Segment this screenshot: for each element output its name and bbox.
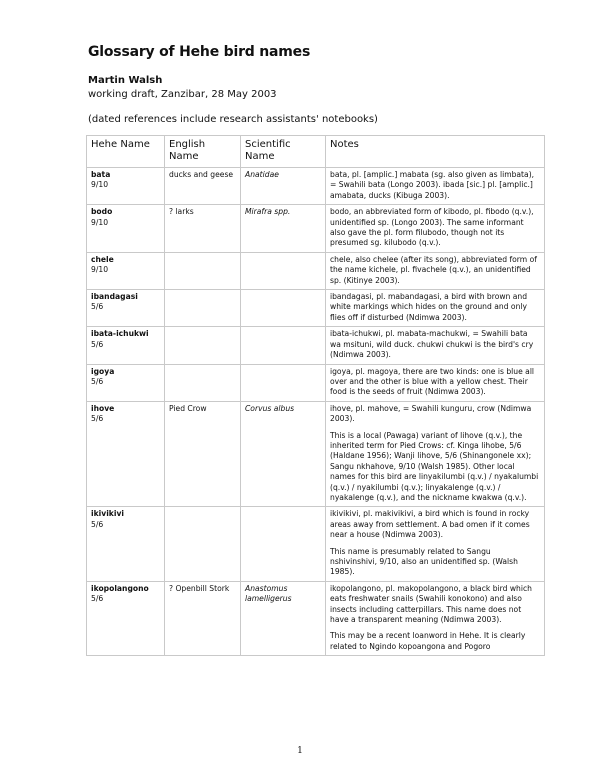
note-paragraph: This name is presumably related to Sangu nshivinshivi, 9/10, also an unidentified sp. (Walsh 1985). — [330, 546, 518, 577]
hehe-name-cell — [87, 507, 165, 581]
glossary-table — [86, 135, 545, 656]
header-notes: Notes — [326, 136, 545, 168]
note-paragraph: bata, pl. [amplic.] mabata (sg. also given as limbata), = Swahili bata (Longo 2003). ibada [sic.] pl. [amplic.] amabata, ducks (Kibuga 2003). — [330, 170, 535, 200]
scientific-name-cell — [241, 252, 326, 289]
note-paragraph: ibandagasi, pl. mabandagasi, a bird with brown and white markings which hides on the ground and only flies off if disturbed (Ndimwa 2003). — [330, 292, 528, 322]
noun-class: 5/6 — [91, 594, 104, 604]
notes-cell — [326, 364, 545, 401]
table-header-row — [87, 136, 545, 168]
noun-class: 9/10 — [91, 180, 109, 190]
hehe-name: chele — [91, 254, 114, 264]
hehe-name: ibandagasi — [91, 292, 138, 302]
hehe-name-cell — [87, 401, 165, 507]
header-english-name: English Name — [165, 136, 241, 168]
note-paragraph: chele, also chelee (after its song), abbreviated form of the name kichele, pl. fivachele (q.v.), an unidentified sp. (Kitinye 2003). — [330, 254, 537, 285]
draft-line: working draft, Zanzibar, 28 May 2003 — [88, 89, 277, 100]
table-row — [87, 168, 545, 205]
scientific-name-cell: Anatidae — [241, 168, 326, 205]
table-row — [87, 401, 545, 507]
noun-class: 5/6 — [91, 302, 104, 312]
hehe-name-cell — [87, 168, 165, 205]
note-paragraph: ihove, pl. mahove, = Swahili kunguru, crow (Ndimwa 2003). — [330, 403, 532, 424]
hehe-name-cell — [87, 364, 165, 401]
hehe-name-cell — [87, 581, 165, 655]
scientific-name-cell: Corvus albus — [241, 401, 326, 507]
header-hehe-name: Hehe Name — [87, 136, 165, 168]
table-row — [87, 507, 545, 581]
note-paragraph: ibata-ichukwi, pl. mabata-machukwi, = Swahili bata wa msituni, wild duck. chukwi chukwi is the bird's cry (Ndimwa 2003). — [330, 329, 534, 360]
scientific-name-cell: Anastomus lamelligerus — [241, 581, 326, 655]
notes-cell — [326, 168, 545, 205]
english-name-cell: Pied Crow — [165, 401, 241, 507]
noun-class: 9/10 — [91, 217, 109, 227]
english-name-cell: ? Openbill Stork — [165, 581, 241, 655]
hehe-name: ihove — [91, 403, 115, 413]
english-name-cell — [165, 327, 241, 364]
scientific-name-cell — [241, 327, 326, 364]
noun-class: 5/6 — [91, 339, 104, 349]
hehe-name: ikopolangono — [91, 583, 149, 593]
hehe-name: ikivikivi — [91, 509, 125, 519]
notes-cell — [326, 252, 545, 289]
note-paragraph: igoya, pl. magoya, there are two kinds: one is blue all over and the other is blue with a yellow chest. Their food is the seeds of fruit (Ndimwa 2003). — [330, 366, 535, 397]
note-paragraph: ikopolangono, pl. makopolangono, a black bird which eats freshwater snails (Swahili konokono) and also insects including catterpillars. This name does not have a transparent meaning (Ndimwa 2003). — [330, 583, 532, 625]
english-name-cell: ducks and geese — [165, 168, 241, 205]
note-paragraph: This may be a recent loanword in Hehe. It is clearly related to Ngindo kopoangona and Pogoro — [330, 631, 526, 651]
noun-class: 5/6 — [91, 376, 104, 386]
hehe-name-cell — [87, 327, 165, 364]
table-row — [87, 327, 545, 364]
hehe-name: igoya — [91, 366, 115, 376]
notes-cell — [326, 290, 545, 327]
references-note: (dated references include research assistants' notebooks) — [88, 114, 378, 125]
english-name-cell — [165, 507, 241, 581]
noun-class: 5/6 — [91, 519, 104, 529]
scientific-name-cell: Mirafra spp. — [241, 205, 326, 253]
page-number: 1 — [297, 746, 303, 756]
note-paragraph: ikivikivi, pl. makivikivi, a bird which is found in rocky areas away from settlement. A bad omen if it comes near a house (Ndimwa 2003). — [330, 509, 530, 540]
english-name-cell: ? larks — [165, 205, 241, 253]
scientific-name-cell — [241, 364, 326, 401]
english-name-cell — [165, 364, 241, 401]
header-scientific-name: Scientific Name — [241, 136, 326, 168]
english-name-cell — [165, 252, 241, 289]
hehe-name: bodo — [91, 207, 113, 217]
english-name-cell — [165, 290, 241, 327]
table-row — [87, 364, 545, 401]
notes-cell — [326, 581, 545, 655]
author-name: Martin Walsh — [88, 75, 163, 86]
hehe-name: bata — [91, 170, 111, 179]
scientific-name-cell — [241, 290, 326, 327]
scientific-name-cell — [241, 507, 326, 581]
page-title: Glossary of Hehe bird names — [88, 44, 311, 60]
hehe-name: ibata-ichukwi — [91, 329, 149, 339]
table-row — [87, 205, 545, 253]
noun-class: 5/6 — [91, 414, 104, 424]
noun-class: 9/10 — [91, 265, 109, 275]
table-row — [87, 290, 545, 327]
note-paragraph: This is a local (Pawaga) variant of lihove (q.v.), the inherited term for Pied Crows: cf. Kinga lihobe, 5/6 (Haldane 1956); Wanji lihove, 5/6 (Shinangonele xx); Sangu nkhahove, 9/10 (Walsh 1985). Other local names for this bird are linyakilumbi (q.v.) / nyakalumbi (q.v.) / nyakilumbi (q.v.); linyakalenge (q.v.) / nyakalenge (q.v.), and the nickname kwakwa (q.v.). — [330, 430, 539, 502]
hehe-name-cell — [87, 205, 165, 253]
notes-cell — [326, 401, 545, 507]
table-row — [87, 581, 545, 655]
note-paragraph: bodo, an abbreviated form of kibodo, pl. fibodo (q.v.), unidentified sp. (Longo 2003). The same informant also gave the pl. form filubodo, though not its presumed sg. kilubodo (q.v.). — [330, 207, 534, 248]
hehe-name-cell — [87, 290, 165, 327]
notes-cell — [326, 507, 545, 581]
hehe-name-cell — [87, 252, 165, 289]
notes-cell — [326, 327, 545, 364]
table-row — [87, 252, 545, 289]
notes-cell — [326, 205, 545, 253]
